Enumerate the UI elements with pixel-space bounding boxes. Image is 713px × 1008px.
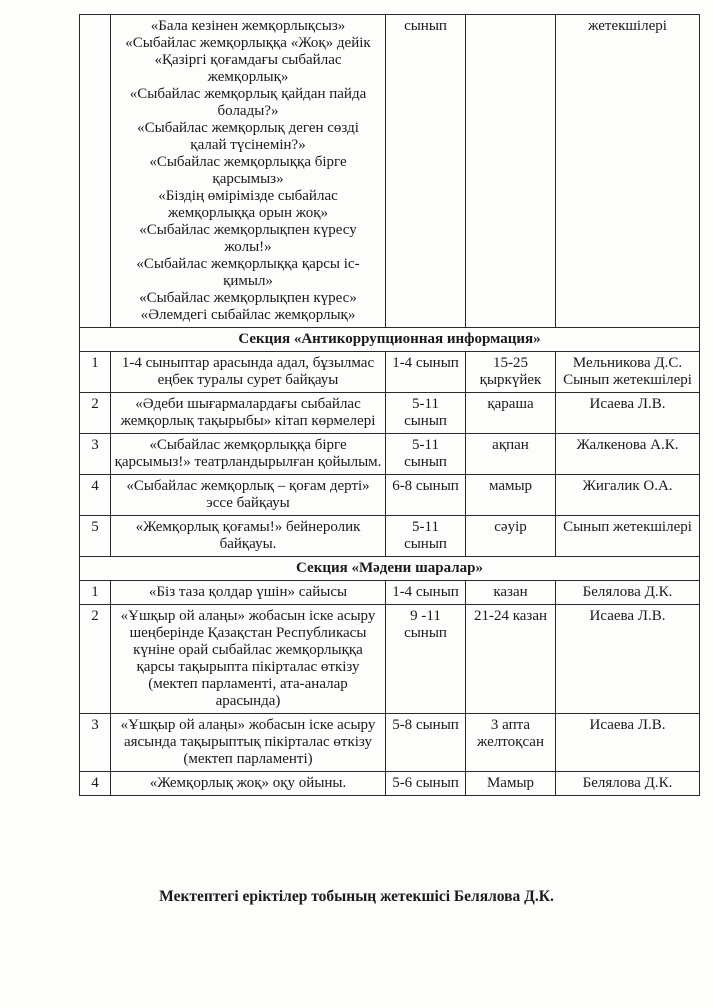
class-cell: 5-11 сынып	[386, 393, 466, 434]
responsible-cell: Исаева Л.В.	[556, 714, 700, 772]
class-cell: 1-4 сынып	[386, 352, 466, 393]
event-cell: «Сыбайлас жемқорлық – қоғам дерті» эссе байқауы	[111, 475, 386, 516]
event-line: жемқорлыққа орын жоқ»	[167, 205, 329, 221]
event-line: «Сыбайлас жемқорлыққа бірге	[149, 154, 347, 170]
event-cell: «Әдеби шығармалардағы сыбайлас жемқорлық тақырыбы» кітап көрмелері	[111, 393, 386, 434]
table-row	[80, 352, 700, 393]
event-cell	[111, 15, 386, 328]
responsible-cell: Жигалик О.А.	[556, 475, 700, 516]
date-cell: 15-25 қыркүйек	[466, 352, 556, 393]
row-number-cell: 5	[80, 516, 111, 557]
event-line: «Сыбайлас жемқорлықпен күрес»	[139, 290, 357, 306]
events-table-body	[80, 15, 700, 796]
event-cell: «Ұшқыр ой алаңы» жобасын іске асыру аясында тақырыптық пікірталас өткізу (мектеп парламенті)	[111, 714, 386, 772]
event-line: «Қазіргі қоғамдағы сыбайлас	[154, 52, 342, 68]
responsible-cell: Белялова Д.К.	[556, 772, 700, 796]
events-table	[79, 14, 700, 796]
row-number-cell: 2	[80, 605, 111, 714]
date-cell	[466, 15, 556, 328]
date-cell: казан	[466, 581, 556, 605]
class-cell: сынып	[386, 15, 466, 328]
class-cell: 5-6 сынып	[386, 772, 466, 796]
responsible-cell: Жалкенова А.К.	[556, 434, 700, 475]
class-cell: 5-8 сынып	[386, 714, 466, 772]
event-line: «Сыбайлас жемқорлық деген сөзді	[137, 120, 359, 136]
event-cell: «Жемқорлық қоғамы!» бейнеролик байқауы.	[111, 516, 386, 557]
date-cell: қараша	[466, 393, 556, 434]
responsible-cell: жетекшілері	[556, 15, 700, 328]
table-row	[80, 516, 700, 557]
date-cell: сәуір	[466, 516, 556, 557]
table-row	[80, 772, 700, 796]
section-header-row	[80, 557, 700, 581]
row-number-cell: 1	[80, 581, 111, 605]
class-cell: 5-11 сынып	[386, 516, 466, 557]
table-row	[80, 475, 700, 516]
row-number-cell: 3	[80, 434, 111, 475]
class-cell: 6-8 сынып	[386, 475, 466, 516]
footer-signature: Мектептегі еріктілер тобының жетекшісі Белялова Д.К.	[159, 888, 554, 905]
section-header-row	[80, 328, 700, 352]
responsible-cell: Исаева Л.В.	[556, 393, 700, 434]
table-row	[80, 434, 700, 475]
responsible-cell: Сынып жетекшілері	[556, 516, 700, 557]
event-line: «Сыбайлас жемқорлықпен күресу	[139, 222, 357, 238]
section-title: Секция «Антикоррупционная информация»	[80, 328, 700, 352]
event-line: қарсымыз»	[212, 171, 284, 187]
event-line: «Сыбайлас жемқорлыққа «Жоқ» дейік	[125, 35, 371, 51]
event-line: «Сыбайлас жемқорлыққа қарсы іс-	[136, 256, 360, 272]
responsible-cell: Мельникова Д.С. Сынып жетекшілері	[556, 352, 700, 393]
event-cell: «Ұшқыр ой алаңы» жобасын іске асыру шеңберінде Қазақстан Республикасы күніне орай сыбайлас жемқорлыққа қарсы тақырыпта пікірталас өткізу (мектеп парламенті, ата-аналар арасында)	[111, 605, 386, 714]
row-number-cell: 2	[80, 393, 111, 434]
table-row	[80, 15, 700, 328]
table-row	[80, 581, 700, 605]
event-cell: «Сыбайлас жемқорлыққа бірге қарсымыз!» театрландырылған қойылым.	[111, 434, 386, 475]
event-line: болады?»	[217, 103, 279, 119]
class-cell: 9 -11 сынып	[386, 605, 466, 714]
event-line: жолы!»	[224, 239, 272, 255]
table-row	[80, 605, 700, 714]
event-line: «Бала кезінен жемқорлықсыз»	[150, 18, 346, 34]
date-cell: ақпан	[466, 434, 556, 475]
event-cell: 1-4 сыныптар арасында адал, бұзылмас еңбек туралы сурет байқауы	[111, 352, 386, 393]
class-cell: 5-11 сынып	[386, 434, 466, 475]
table-row	[80, 393, 700, 434]
responsible-cell: Белялова Д.К.	[556, 581, 700, 605]
date-cell: 3 апта желтоқсан	[466, 714, 556, 772]
row-number-cell: 4	[80, 475, 111, 516]
event-line: жемқорлық»	[207, 69, 289, 85]
row-number-cell	[80, 15, 111, 328]
event-cell: «Жемқорлық жоқ» оқу ойыны.	[111, 772, 386, 796]
event-line: қалай түсінемін?»	[190, 137, 306, 153]
responsible-cell: Исаева Л.В.	[556, 605, 700, 714]
date-cell: 21-24 казан	[466, 605, 556, 714]
document-sheet	[79, 14, 699, 796]
table-row	[80, 714, 700, 772]
row-number-cell: 3	[80, 714, 111, 772]
event-line: қимыл»	[223, 273, 273, 289]
event-line: «Сыбайлас жемқорлық қайдан пайда	[129, 86, 367, 102]
section-title: Секция «Мәдени шаралар»	[80, 557, 700, 581]
date-cell: мамыр	[466, 475, 556, 516]
event-line: «Біздің өмірімізде сыбайлас	[158, 188, 338, 204]
row-number-cell: 1	[80, 352, 111, 393]
event-line: «Әлемдегі сыбайлас жемқорлық»	[140, 307, 356, 323]
row-number-cell: 4	[80, 772, 111, 796]
date-cell: Мамыр	[466, 772, 556, 796]
event-cell: «Біз таза қолдар үшін» сайысы	[111, 581, 386, 605]
class-cell: 1-4 сынып	[386, 581, 466, 605]
